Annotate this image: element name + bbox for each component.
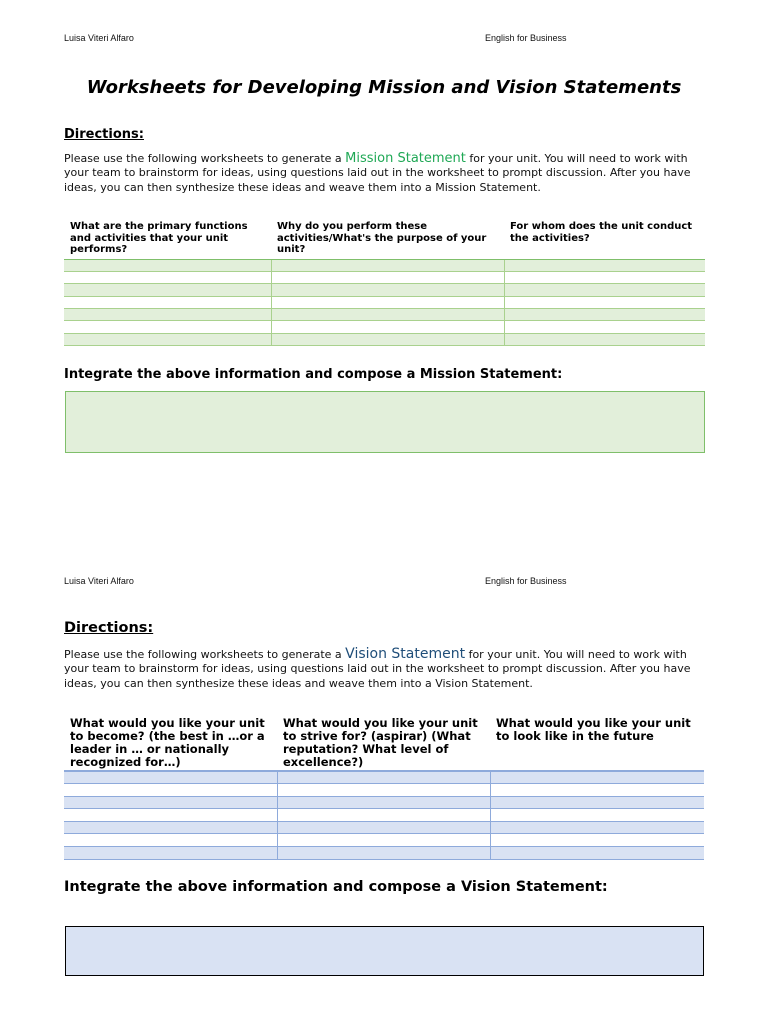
table-cell[interactable] (277, 821, 490, 834)
mission-statement-box[interactable] (65, 391, 705, 453)
mission-directions-label: Directions: (64, 127, 144, 142)
vision-col-header-strive: What would you like your unit to strive for? (aspirar) (What reputation? What level of excellence?) (277, 717, 490, 771)
table-cell[interactable] (64, 259, 271, 271)
vision-integrate-prompt: Integrate the above information and compose a Vision Statement: (64, 879, 608, 895)
table-cell[interactable] (64, 296, 271, 308)
header-course: English for Business (485, 576, 567, 586)
table-cell[interactable] (504, 271, 705, 283)
table-cell[interactable] (271, 309, 504, 321)
table-cell[interactable] (490, 821, 704, 834)
table-cell[interactable] (271, 321, 504, 333)
table-cell[interactable] (271, 284, 504, 296)
table-row (64, 321, 705, 333)
mission-directions-text (64, 152, 709, 195)
table-cell[interactable] (504, 296, 705, 308)
table-row (64, 796, 704, 809)
table-cell[interactable] (64, 309, 271, 321)
mission-para-before: Please use the following worksheets to generate a (64, 152, 346, 165)
table-cell[interactable] (64, 284, 271, 296)
table-cell[interactable] (64, 847, 277, 860)
header-author: Luisa Viteri Alfaro (64, 576, 134, 586)
vision-directions-label: Directions: (64, 620, 154, 636)
table-cell[interactable] (504, 309, 705, 321)
table-row (64, 821, 704, 834)
table-row (64, 834, 704, 847)
table-cell[interactable] (64, 796, 277, 809)
table-cell[interactable] (64, 821, 277, 834)
mission-keyword: Mission Statement (345, 151, 466, 166)
mission-col-header-audience: For whom does the unit conduct the activities? (504, 221, 705, 259)
vision-worksheet-table (64, 717, 704, 860)
table-cell[interactable] (490, 796, 704, 809)
table-cell[interactable] (64, 809, 277, 822)
table-cell[interactable] (64, 771, 277, 784)
vision-col-header-become: What would you like your unit to become? (the best in …or a leader in … or nationally recognized for…) (64, 717, 277, 771)
vision-statement-box[interactable] (65, 926, 704, 976)
header-author: Luisa Viteri Alfaro (64, 33, 134, 43)
mission-worksheet-table (64, 221, 705, 346)
vision-para-after: for your unit. You will need to work with your team to brainstorm for ideas, using questions laid out in the worksheet to prompt discussion. After you have ideas, you can then synthesize these ideas and weave them into a Vision Statement. (64, 648, 691, 690)
mission-integrate-prompt: Integrate the above information and compose a Mission Statement: (64, 367, 563, 382)
table-cell[interactable] (64, 271, 271, 283)
table-cell[interactable] (504, 284, 705, 296)
table-cell[interactable] (277, 834, 490, 847)
page-title: Worksheets for Developing Mission and Vision Statements (86, 77, 682, 98)
header-course: English for Business (485, 33, 567, 43)
table-row (64, 296, 705, 308)
table-cell[interactable] (277, 796, 490, 809)
table-row (64, 333, 705, 345)
table-cell[interactable] (64, 321, 271, 333)
table-row (64, 809, 704, 822)
table-cell[interactable] (277, 771, 490, 784)
table-row (64, 847, 704, 860)
table-row (64, 271, 705, 283)
table-row (64, 309, 705, 321)
table-cell[interactable] (504, 259, 705, 271)
mission-col-header-purpose: Why do you perform these activities/What's the purpose of your unit? (271, 221, 504, 259)
table-cell[interactable] (490, 784, 704, 797)
table-row (64, 259, 705, 271)
mission-col-header-functions: What are the primary functions and activities that your unit performs? (64, 221, 271, 259)
mission-para-after: for your unit. You will need to work with your team to brainstorm for ideas, using questions laid out in the worksheet to prompt discussion. After you have ideas, you can then synthesize these ideas and weave them into a Mission Statement. (64, 152, 691, 194)
vision-keyword: Vision Statement (345, 646, 466, 662)
table-cell[interactable] (277, 784, 490, 797)
table-cell[interactable] (64, 784, 277, 797)
table-cell[interactable] (277, 809, 490, 822)
table-cell[interactable] (271, 271, 504, 283)
table-cell[interactable] (277, 847, 490, 860)
table-row (64, 784, 704, 797)
table-row (64, 284, 705, 296)
vision-para-before: Please use the following worksheets to generate a (64, 648, 346, 661)
vision-directions-text (64, 647, 709, 691)
table-row (64, 771, 704, 784)
table-cell[interactable] (490, 771, 704, 784)
table-cell[interactable] (490, 809, 704, 822)
table-cell[interactable] (64, 333, 271, 345)
table-cell[interactable] (504, 321, 705, 333)
table-cell[interactable] (490, 834, 704, 847)
table-cell[interactable] (504, 333, 705, 345)
table-cell[interactable] (271, 296, 504, 308)
table-cell[interactable] (490, 847, 704, 860)
table-cell[interactable] (271, 259, 504, 271)
vision-col-header-future: What would you like your unit to look like in the future (490, 717, 704, 771)
table-cell[interactable] (271, 333, 504, 345)
table-cell[interactable] (64, 834, 277, 847)
